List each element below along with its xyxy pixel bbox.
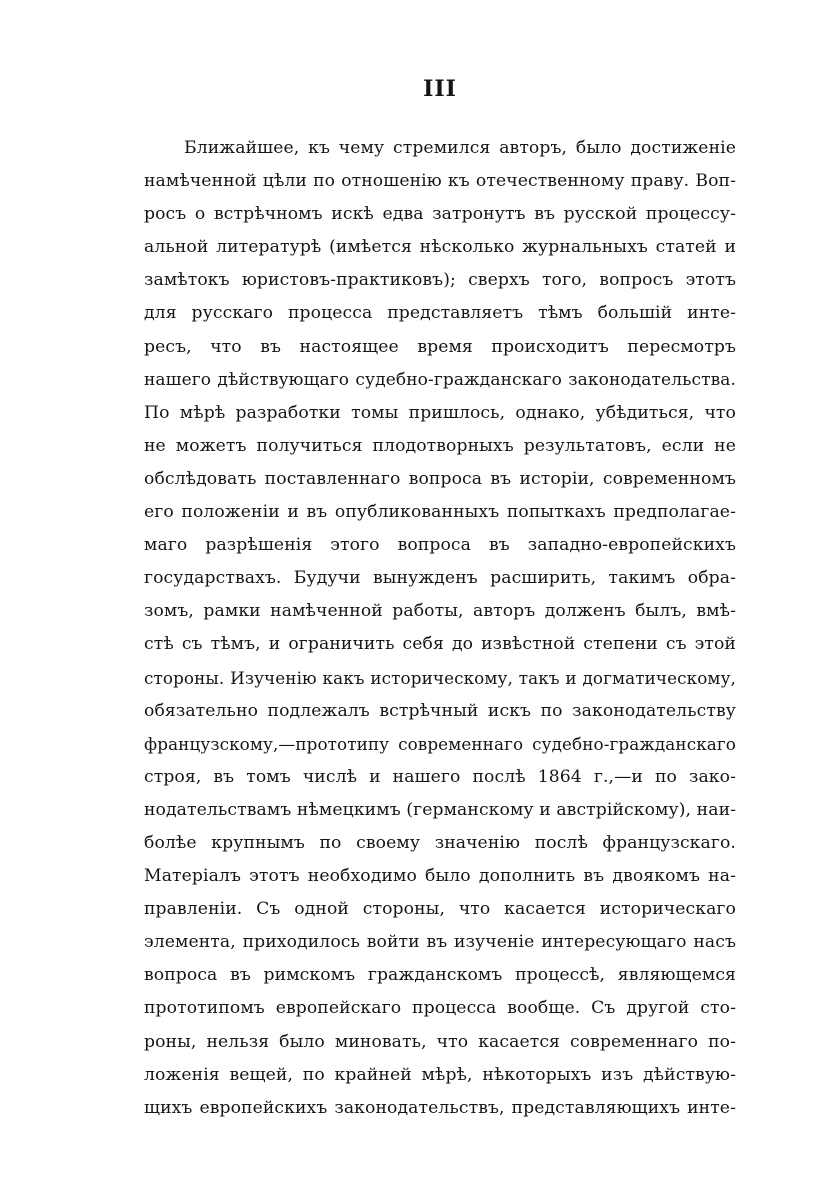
text-line: альной литературѣ (имѣется нѣсколько журнальныхъ статей и bbox=[144, 237, 736, 258]
text-line: нашего дѣйствующаго судебно-гражданскаго законодательства. bbox=[144, 369, 736, 390]
text-line: росъ о встрѣчномъ искѣ едва затронутъ въ русской процессу- bbox=[144, 204, 736, 225]
text-line: замѣтокъ юристовъ-практиковъ); сверхъ того, вопросъ этотъ bbox=[144, 270, 736, 291]
text-line: щихъ европейскихъ законодательствъ, представляющихъ инте- bbox=[144, 1097, 736, 1118]
text-line: болѣе крупнымъ по своему значенію послѣ французскаго. bbox=[144, 832, 736, 853]
text-line: Ближайшее, къ чему стремился авторъ, было достиженіе bbox=[184, 138, 736, 158]
text-line: стѣ съ тѣмъ, и ограничить себя до извѣстной степени съ этой bbox=[144, 634, 736, 655]
text-line: намѣченной цѣли по отношенію къ отечественному праву. Воп- bbox=[144, 171, 736, 192]
text-line: строя, въ томъ числѣ и нашего послѣ 1864 г.,—и по зако- bbox=[144, 766, 736, 787]
text-line: Матеріалъ этотъ необходимо было дополнить въ двоякомъ на- bbox=[144, 866, 736, 887]
text-line: прототипомъ европейскаго процесса вообще. Съ другой сто- bbox=[144, 998, 736, 1019]
text-line: правленіи. Съ одной стороны, что касается историческаго bbox=[144, 899, 736, 920]
text-line: обязательно подлежалъ встрѣчный искъ по законодательству bbox=[144, 700, 736, 721]
text-line: По мѣрѣ разработки томы пришлось, однако, убѣдиться, что bbox=[144, 402, 736, 423]
text-line: маго разрѣшенія этого вопроса въ западно-европейскихъ bbox=[144, 535, 736, 556]
text-line: роны, нельзя было миновать, что касается современнаго по- bbox=[144, 1031, 736, 1052]
text-line: обслѣдовать поставленнаго вопроса въ исторіи, современномъ bbox=[144, 468, 736, 489]
text-line: его положеніи и въ опубликованныхъ попыткахъ предполагае- bbox=[144, 502, 736, 523]
text-line: зомъ, рамки намѣченной работы, авторъ долженъ былъ, вмѣ- bbox=[144, 601, 736, 622]
text-line: государствахъ. Будучи вынужденъ расширить, такимъ обра- bbox=[144, 568, 736, 589]
text-line: элемента, приходилось войти въ изученіе интересующаго насъ bbox=[144, 932, 736, 953]
paragraph bbox=[144, 132, 736, 1125]
text-line: не можетъ получиться плодотворныхъ результатовъ, если не bbox=[144, 435, 736, 456]
text-line: ресъ, что въ настоящее время происходитъ пересмотръ bbox=[144, 336, 736, 357]
text-line: нодательствамъ нѣмецкимъ (германскому и австрійскому), наи- bbox=[144, 799, 737, 820]
text-line: стороны. Изученію какъ историческому, такъ и догматическому, bbox=[144, 667, 736, 688]
page-number: III bbox=[423, 76, 457, 102]
text-line: французскому,—прототипу современнаго судебно-гражданскаго bbox=[144, 733, 736, 754]
text-line: вопроса въ римскомъ гражданскомъ процессѣ, являющемся bbox=[144, 965, 736, 986]
text-line: ложенія вещей, по крайней мѣрѣ, нѣкоторыхъ изъ дѣйствую- bbox=[144, 1064, 736, 1085]
text-line: для русскаго процесса представляетъ тѣмъ большій инте- bbox=[144, 303, 736, 324]
